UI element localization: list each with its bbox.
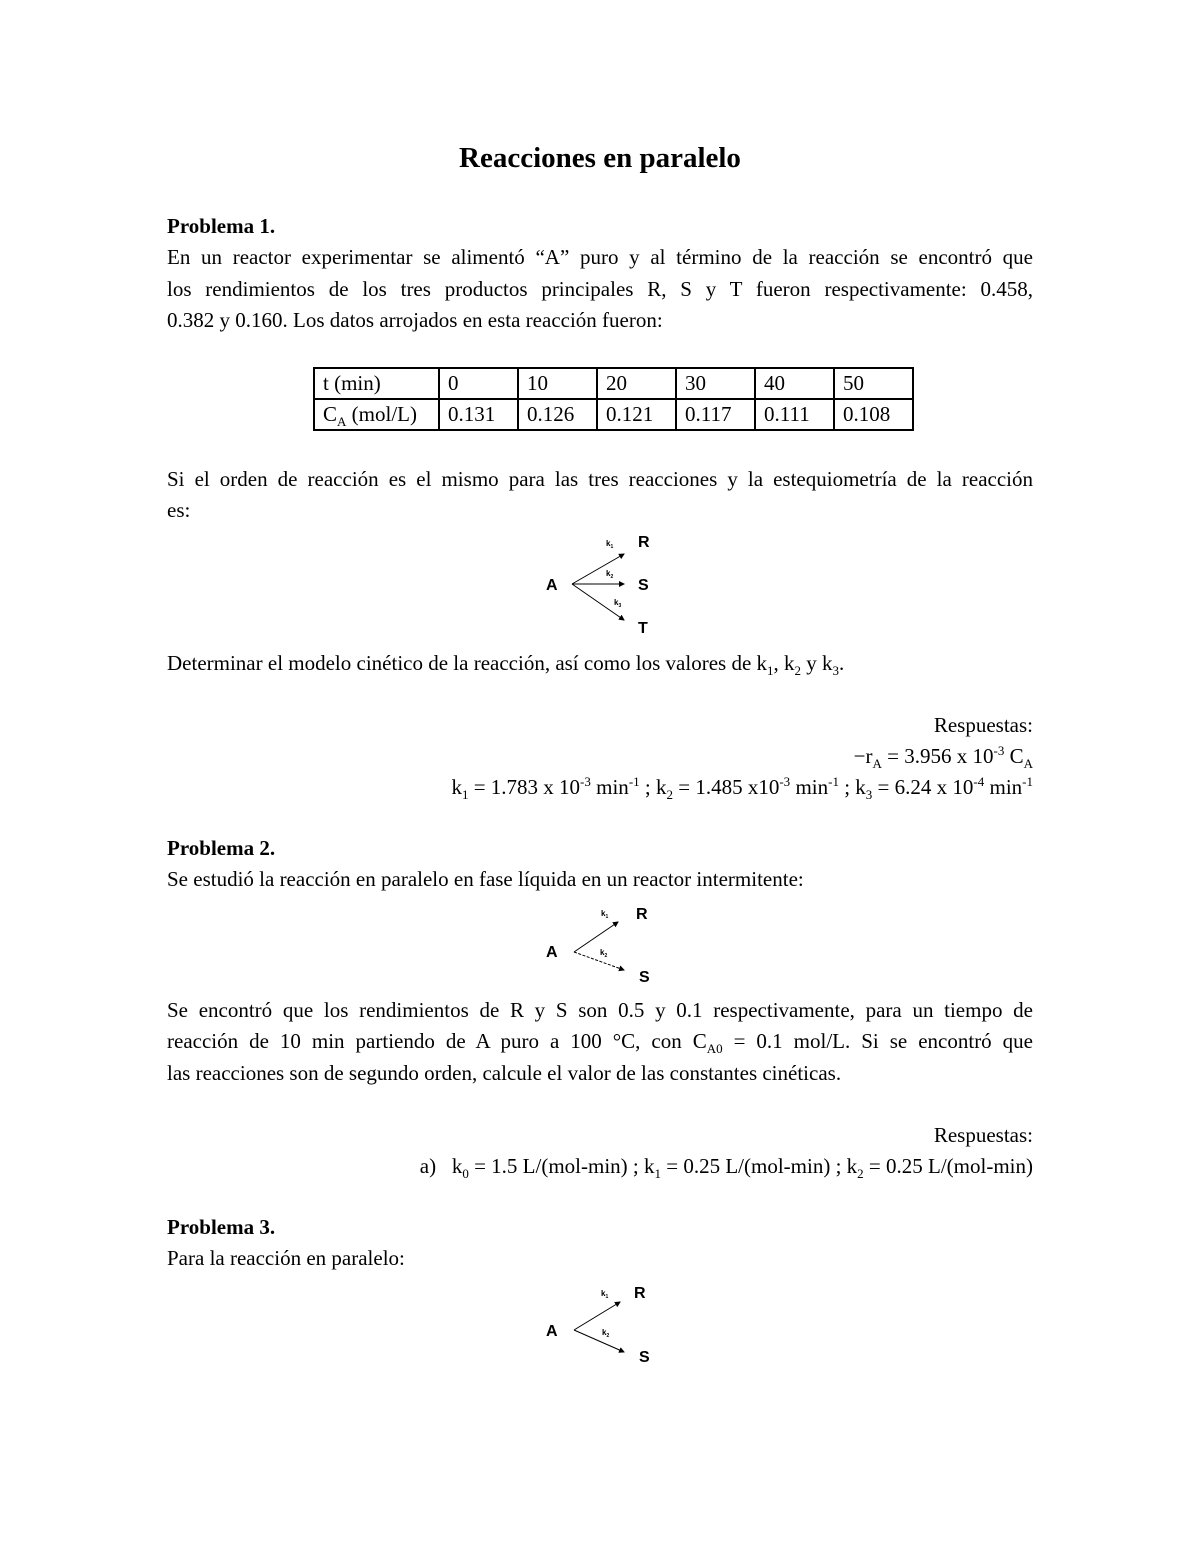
- table-cell: 0.111: [755, 399, 834, 430]
- arrow-to-r: [574, 1302, 620, 1330]
- scheme-1-k1-label: $k_1$: [606, 539, 614, 550]
- scheme-2-product-s: S: [639, 969, 650, 986]
- problem-1-heading: Problema 1.: [167, 214, 276, 238]
- problem-2-body-line-3: las reacciones son de segundo orden, calcule el valor de las constantes cinéticas.: [167, 1061, 842, 1085]
- scheme-1-product-r: R: [638, 534, 650, 551]
- scheme-2-reactant: A: [546, 944, 558, 961]
- problem-3-intro: Para la reacción en paralelo:: [167, 1246, 405, 1270]
- reaction-scheme-3: [540, 1278, 670, 1368]
- table-cell: 0: [439, 368, 518, 399]
- scheme-1-product-t: T: [638, 620, 648, 637]
- table-row-time: [314, 368, 913, 399]
- problem-2-answers-label: Respuestas:: [933, 1123, 1033, 1147]
- problem-1-intro-line-1: En un reactor experimentar se alimentó “A” puro y al término de la reacción se encontró que: [167, 245, 1033, 269]
- table-cell: 0.121: [597, 399, 676, 430]
- reaction-scheme-2: [540, 900, 670, 986]
- arrow-to-s: [574, 952, 624, 970]
- table-cell: 0.117: [676, 399, 755, 430]
- table-cell: 40: [755, 368, 834, 399]
- table-header-concentration: $C_A$ (mol/L): [314, 399, 439, 430]
- arrow-to-s: [574, 1330, 624, 1352]
- page-title: Reacciones en paralelo: [459, 142, 741, 174]
- arrow-to-r: [574, 922, 618, 952]
- scheme-1-reactant: A: [546, 577, 558, 594]
- table-cell: 20: [597, 368, 676, 399]
- scheme-3-k1-label: $k_1$: [601, 1289, 609, 1300]
- scheme-2-product-r: R: [636, 906, 648, 923]
- problem-2-body-line-2: reacción de 10 min partiendo de A puro a 100 °C, con $C_{A0} = 0.1$ mol/L. Si se encontró que: [167, 1029, 1033, 1057]
- concentration-table: [313, 367, 914, 431]
- problem-1-determine: Determinar el modelo cinético de la reacción, así como los valores de $k_1$, $k_2$ y $k_3$.: [167, 651, 845, 679]
- table-cell: 10: [518, 368, 597, 399]
- reaction-scheme-1: [540, 530, 670, 640]
- problem-1-answer-constants: $k_1 = 1.783$ x $10^{-3}$ $\min^{-1}$ ; $k_2 = 1.485$ $x10^{-3}$ $\min^{-1}$ ; $k_3 = 6.24$ x $10^{-4}$ $\min^{-1}$: [451, 774, 1033, 803]
- table-header-time: t (min): [314, 368, 439, 399]
- problem-1-intro-line-3: 0.382 y 0.160. Los datos arrojados en esta reacción fueron:: [167, 308, 663, 332]
- table-cell: 30: [676, 368, 755, 399]
- scheme-3-reactant: A: [546, 1323, 558, 1340]
- problem-2-answer: a) $k_0 = 1.5$ L/(mol-min) ; $k_1 = 0.25$ L/(mol-min) ; $k_2 = 0.25$ L/(mol-min): [419, 1154, 1033, 1182]
- problem-2-heading: Problema 2.: [167, 836, 276, 860]
- table-row-concentration: [314, 399, 913, 430]
- problem-2-body-line-1: Se encontró que los rendimientos de R y S son 0.5 y 0.1 respectivamente, para un tiempo de: [167, 998, 1033, 1022]
- arrow-to-r: [572, 554, 624, 584]
- problem-1-answers-label: Respuestas:: [933, 713, 1033, 737]
- scheme-1-k2-label: $k_2$: [606, 569, 614, 580]
- scheme-2-k2-label: $k_2$: [600, 948, 608, 959]
- scheme-3-product-s: S: [639, 1349, 650, 1366]
- table-cell: 50: [834, 368, 913, 399]
- problem-1-answer-rate: $-r_A = 3.956$ x $10^{-3}$ $C_A$: [853, 743, 1033, 772]
- problem-1-order-line-2: es:: [167, 498, 191, 522]
- problem-1-intro-line-2: los rendimientos de los tres productos principales R, S y T fueron respectivamente: 0.458,: [167, 277, 1033, 301]
- table-cell: 0.131: [439, 399, 518, 430]
- problem-3-heading: Problema 3.: [167, 1215, 276, 1239]
- scheme-1-product-s: S: [638, 577, 649, 594]
- scheme-2-k1-label: $k_1$: [601, 909, 609, 920]
- scheme-1-k3-label: $k_3$: [614, 598, 622, 609]
- problem-2-intro: Se estudió la reacción en paralelo en fase líquida en un reactor intermitente:: [167, 867, 804, 891]
- table-cell: 0.126: [518, 399, 597, 430]
- problem-1-order-line-1: Si el orden de reacción es el mismo para las tres reacciones y la estequiometría de la reacción: [167, 467, 1033, 491]
- scheme-3-k2-label: $k_2$: [602, 1328, 610, 1339]
- table-cell: 0.108: [834, 399, 913, 430]
- scheme-3-product-r: R: [634, 1285, 646, 1302]
